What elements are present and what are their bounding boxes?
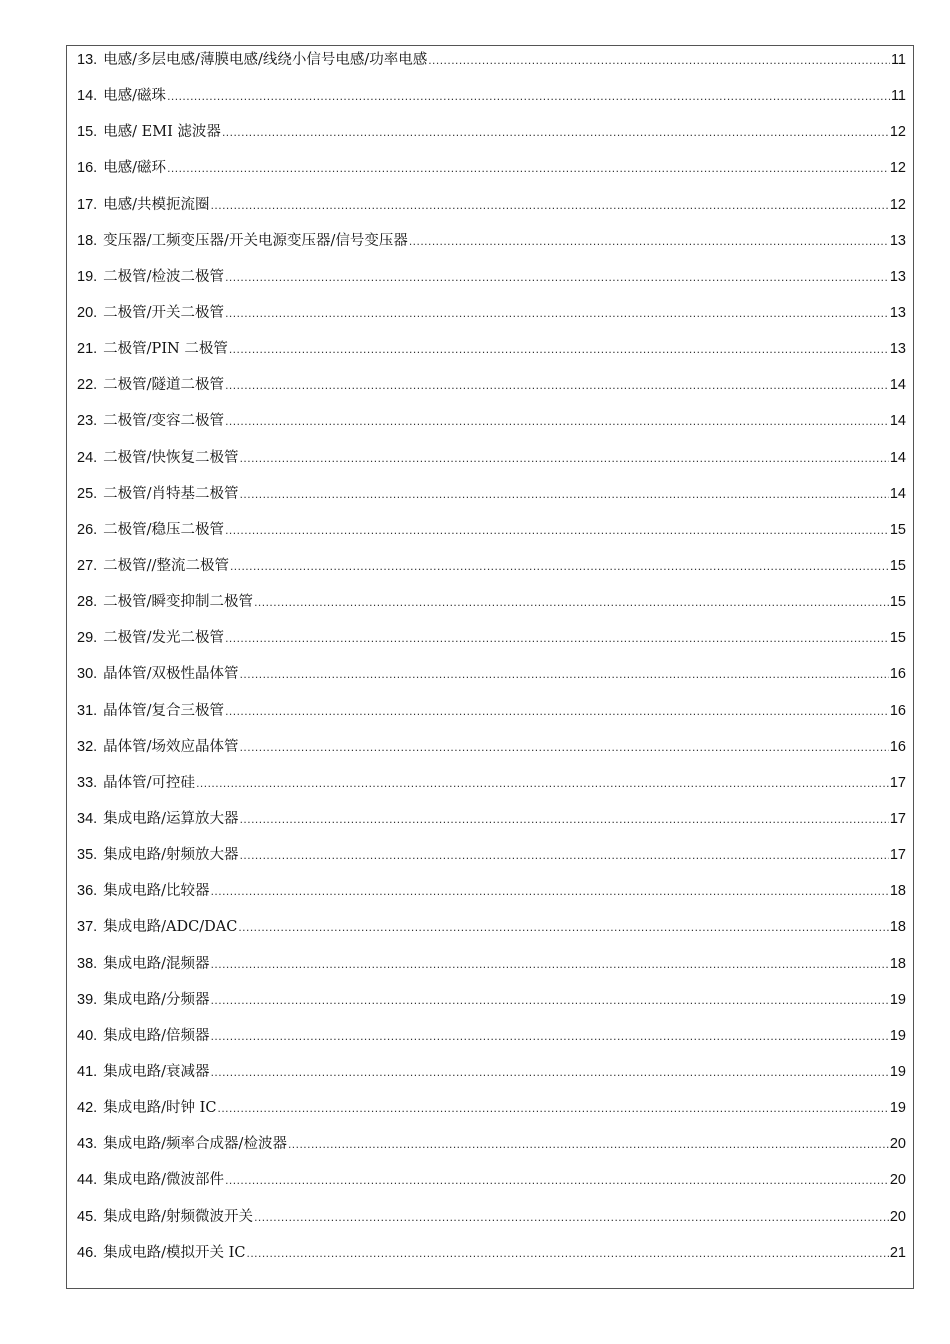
toc-dot-leader — [229, 339, 889, 359]
toc-entry-title[interactable]: 二极管/稳压二极管 — [103, 521, 225, 538]
toc-entry-number: 44. — [77, 1172, 98, 1189]
toc-dot-leader — [222, 122, 889, 142]
toc-entry-page-number[interactable]: 14 — [889, 449, 906, 466]
toc-entry[interactable] — [77, 592, 906, 628]
toc-entry-page-number[interactable]: 13 — [889, 304, 906, 321]
toc-entry-page-number[interactable]: 12 — [889, 124, 906, 141]
toc-entry-page-number[interactable]: 14 — [889, 377, 906, 394]
toc-entry-number: 26. — [77, 521, 98, 538]
toc-dot-leader — [428, 50, 890, 70]
toc-entry-title[interactable]: 二极管/肖特基二极管 — [103, 485, 239, 502]
toc-entry-number: 15. — [77, 124, 98, 141]
toc-entry[interactable] — [77, 1134, 906, 1170]
toc-entry[interactable] — [77, 773, 906, 809]
toc-entry[interactable] — [77, 122, 906, 158]
toc-entry-number: 35. — [77, 847, 98, 864]
toc-dot-leader — [240, 809, 889, 829]
toc-entry-number: 36. — [77, 883, 98, 900]
toc-dot-leader — [254, 592, 889, 612]
toc-entry-title[interactable]: 电感/ EMI 滤波器 — [103, 124, 221, 141]
toc-entry-title[interactable]: 集成电路/混频器 — [103, 955, 210, 972]
toc-entry-number: 23. — [77, 413, 98, 430]
toc-entry-number: 27. — [77, 557, 98, 574]
toc-entry-title[interactable]: 二极管/发光二极管 — [103, 630, 225, 647]
toc-dot-leader — [225, 267, 889, 287]
toc-entry-title[interactable]: 集成电路/比较器 — [103, 883, 210, 900]
toc-entry[interactable] — [77, 1062, 906, 1098]
toc-entry-number: 29. — [77, 630, 98, 647]
toc-entry-number: 28. — [77, 594, 98, 611]
toc-entry-title[interactable]: 二极管/隧道二极管 — [103, 377, 225, 394]
toc-entry-page-number[interactable]: 20 — [889, 1208, 906, 1225]
toc-entry-title[interactable]: 二极管/检波二极管 — [103, 268, 225, 285]
toc-entry-title[interactable]: 电感/共模扼流圈 — [103, 196, 210, 213]
toc-entry-number: 46. — [77, 1244, 98, 1261]
toc-entry-title[interactable]: 晶体管/可控硅 — [103, 774, 196, 791]
toc-entry-page-number[interactable]: 18 — [889, 919, 906, 936]
toc-dot-leader — [238, 917, 889, 937]
toc-entry[interactable] — [77, 50, 906, 86]
toc-entry-page-number[interactable]: 20 — [889, 1172, 906, 1189]
toc-entry-page-number[interactable]: 20 — [889, 1136, 906, 1153]
toc-dot-leader — [167, 158, 889, 178]
toc-entry-number: 40. — [77, 1027, 98, 1044]
toc-dot-leader — [225, 411, 889, 431]
toc-entry-number: 37. — [77, 919, 98, 936]
toc-entry[interactable] — [77, 701, 906, 737]
toc-entry-number: 31. — [77, 702, 98, 719]
toc-entry-page-number[interactable]: 17 — [889, 774, 906, 791]
toc-entry[interactable] — [77, 339, 906, 375]
toc-entry[interactable] — [77, 990, 906, 1026]
toc-dot-leader — [240, 737, 889, 757]
toc-entry-title[interactable]: 电感/磁环 — [103, 160, 167, 177]
toc-entry-title[interactable]: 二极管//整流二极管 — [103, 557, 229, 574]
toc-entry-title[interactable]: 变压器/工频变压器/开关电源变压器/信号变压器 — [103, 232, 408, 249]
toc-entry[interactable] — [77, 158, 906, 194]
toc-entry-title[interactable]: 集成电路/微波部件 — [103, 1172, 225, 1189]
toc-entry[interactable] — [77, 303, 906, 339]
toc-entry-number: 43. — [77, 1136, 98, 1153]
toc-entry-number: 14. — [77, 88, 98, 105]
toc-entry[interactable] — [77, 917, 906, 953]
toc-dot-leader — [211, 990, 889, 1010]
toc-entry[interactable] — [77, 1170, 906, 1206]
toc-entry-title[interactable]: 晶体管/场效应晶体管 — [103, 738, 239, 755]
toc-entry-page-number[interactable]: 15 — [889, 521, 906, 538]
toc-entry[interactable] — [77, 556, 906, 592]
toc-entry-title[interactable]: 集成电路/运算放大器 — [103, 810, 239, 827]
toc-entry-page-number[interactable]: 13 — [889, 268, 906, 285]
toc-entry[interactable] — [77, 484, 906, 520]
toc-entry-number: 33. — [77, 774, 98, 791]
toc-entry[interactable] — [77, 267, 906, 303]
toc-entry-number: 17. — [77, 196, 98, 213]
toc-entry[interactable] — [77, 1098, 906, 1134]
toc-entry-title[interactable]: 集成电路/时钟 IC — [103, 1100, 217, 1117]
toc-entry[interactable] — [77, 809, 906, 845]
toc-entry-page-number[interactable]: 18 — [889, 955, 906, 972]
toc-dot-leader — [254, 1207, 889, 1227]
toc-dot-leader — [247, 1243, 889, 1263]
toc-entry-number: 38. — [77, 955, 98, 972]
toc-dot-leader — [240, 845, 889, 865]
toc-entry-page-number[interactable]: 14 — [889, 485, 906, 502]
toc-entry-title[interactable]: 晶体管/双极性晶体管 — [103, 666, 239, 683]
toc-dot-leader — [211, 954, 889, 974]
toc-entry-title[interactable]: 集成电路/倍频器 — [103, 1027, 210, 1044]
toc-dot-leader — [167, 86, 890, 106]
toc-entry-number: 22. — [77, 377, 98, 394]
toc-dot-leader — [225, 375, 889, 395]
toc-entry-page-number[interactable]: 18 — [889, 883, 906, 900]
toc-dot-leader — [409, 231, 889, 251]
toc-entry-number: 13. — [77, 52, 98, 68]
toc-entry-number: 24. — [77, 449, 98, 466]
toc-dot-leader — [225, 520, 889, 540]
toc-entry-number: 19. — [77, 268, 98, 285]
toc-entry[interactable] — [77, 954, 906, 990]
toc-entry[interactable] — [77, 231, 906, 267]
toc-entry-title[interactable]: 集成电路/射频放大器 — [103, 847, 239, 864]
toc-entry[interactable] — [77, 86, 906, 122]
toc-dot-leader — [230, 556, 889, 576]
toc-entry-number: 30. — [77, 666, 98, 683]
toc-entry-title[interactable]: 集成电路/模拟开关 IC — [103, 1244, 246, 1261]
toc-entry-page-number[interactable]: 21 — [889, 1244, 906, 1261]
toc-entry-page-number[interactable]: 19 — [889, 1100, 906, 1117]
toc-dot-leader — [240, 448, 889, 468]
toc-entry-number: 32. — [77, 738, 98, 755]
toc-entry-page-number[interactable]: 15 — [889, 594, 906, 611]
toc-entry[interactable] — [77, 1207, 906, 1243]
toc-entry[interactable] — [77, 737, 906, 773]
toc-entry-page-number[interactable]: 19 — [889, 991, 906, 1008]
toc-dot-leader — [225, 303, 889, 323]
toc-dot-leader — [211, 1026, 889, 1046]
toc-entry-page-number[interactable]: 12 — [889, 196, 906, 213]
toc-entry-title[interactable]: 集成电路/射频微波开关 — [103, 1208, 254, 1225]
toc-dot-leader — [211, 1062, 889, 1082]
toc-entry[interactable] — [77, 845, 906, 881]
toc-entry-title[interactable]: 集成电路/衰减器 — [103, 1063, 210, 1080]
toc-entry-number: 42. — [77, 1100, 98, 1117]
toc-entry-page-number[interactable]: 17 — [889, 847, 906, 864]
toc-entry-number: 39. — [77, 991, 98, 1008]
page-frame — [66, 45, 914, 1289]
toc-entry-title[interactable]: 集成电路/频率合成器/检波器 — [103, 1136, 287, 1153]
toc-entry-page-number[interactable]: 13 — [889, 232, 906, 249]
toc-entry-number: 45. — [77, 1208, 98, 1225]
toc-entry[interactable] — [77, 195, 906, 231]
toc-entry-title[interactable]: 二极管/PIN 二极管 — [103, 341, 228, 358]
toc-entry-page-number[interactable]: 16 — [889, 702, 906, 719]
table-of-contents — [77, 50, 906, 1279]
toc-entry-title[interactable]: 电感/多层电感/薄膜电感/线绕小信号电感/功率电感 — [103, 52, 428, 68]
toc-entry-title[interactable]: 电感/磁珠 — [103, 88, 167, 105]
toc-dot-leader — [240, 664, 889, 684]
toc-dot-leader — [225, 628, 889, 648]
toc-entry[interactable] — [77, 448, 906, 484]
toc-entry-number: 25. — [77, 485, 98, 502]
toc-dot-leader — [225, 701, 889, 721]
toc-entry-title[interactable]: 二极管/开关二极管 — [103, 304, 225, 321]
toc-entry-page-number[interactable]: 17 — [889, 810, 906, 827]
toc-entry-page-number[interactable]: 11 — [890, 88, 906, 105]
toc-entry-title[interactable]: 二极管/瞬变抑制二极管 — [103, 594, 254, 611]
toc-entry-page-number[interactable]: 11 — [890, 52, 906, 68]
toc-entry-page-number[interactable]: 19 — [889, 1063, 906, 1080]
toc-entry-page-number[interactable]: 16 — [889, 738, 906, 755]
toc-entry-page-number[interactable]: 14 — [889, 413, 906, 430]
toc-entry-number: 18. — [77, 232, 98, 249]
toc-entry-page-number[interactable]: 16 — [889, 666, 906, 683]
toc-entry-title[interactable]: 晶体管/复合三极管 — [103, 702, 225, 719]
toc-dot-leader — [218, 1098, 889, 1118]
toc-entry-title[interactable]: 二极管/快恢复二极管 — [103, 449, 239, 466]
toc-entry-number: 41. — [77, 1063, 98, 1080]
toc-entry-page-number[interactable]: 13 — [889, 341, 906, 358]
toc-dot-leader — [196, 773, 889, 793]
toc-dot-leader — [288, 1134, 889, 1154]
toc-entry-page-number[interactable]: 15 — [889, 630, 906, 647]
toc-entry[interactable] — [77, 520, 906, 556]
toc-dot-leader — [211, 195, 889, 215]
toc-entry[interactable] — [77, 1243, 906, 1279]
toc-entry-page-number[interactable]: 15 — [889, 557, 906, 574]
toc-entry-number: 20. — [77, 304, 98, 321]
toc-dot-leader — [225, 1170, 889, 1190]
toc-entry-number: 34. — [77, 810, 98, 827]
toc-entry[interactable] — [77, 411, 906, 447]
toc-entry-title[interactable]: 集成电路/分频器 — [103, 991, 210, 1008]
toc-entry[interactable] — [77, 1026, 906, 1062]
toc-dot-leader — [240, 484, 889, 504]
toc-entry-title[interactable]: 集成电路/ADC/DAC — [103, 919, 238, 936]
toc-entry-page-number[interactable]: 12 — [889, 160, 906, 177]
toc-entry-title[interactable]: 二极管/变容二极管 — [103, 413, 225, 430]
toc-entry[interactable] — [77, 375, 906, 411]
toc-entry[interactable] — [77, 881, 906, 917]
toc-entry-number: 21. — [77, 341, 98, 358]
toc-entry[interactable] — [77, 628, 906, 664]
toc-dot-leader — [211, 881, 889, 901]
toc-entry-page-number[interactable]: 19 — [889, 1027, 906, 1044]
toc-entry[interactable] — [77, 664, 906, 700]
toc-entry-number: 16. — [77, 160, 98, 177]
